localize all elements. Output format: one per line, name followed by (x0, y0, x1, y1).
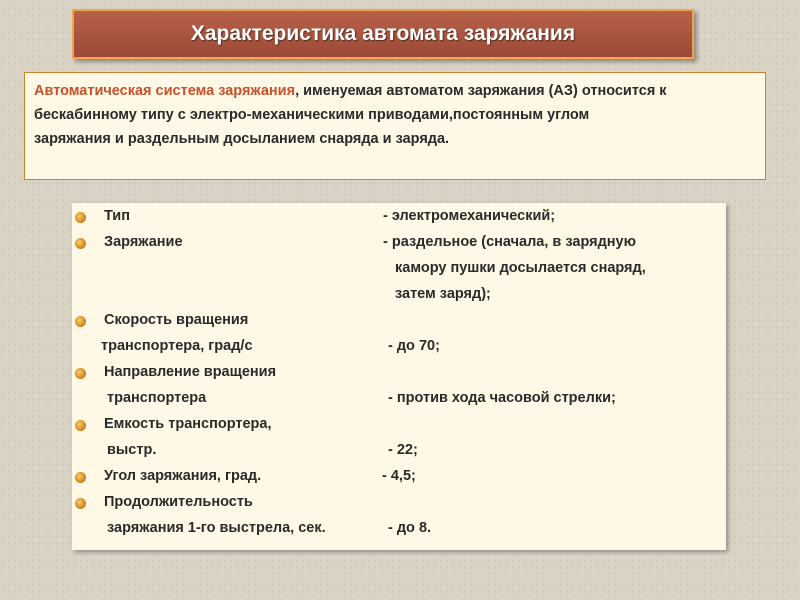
spec-value-rotation-direction: - против хода часовой стрелки; (388, 390, 616, 406)
intro-line-3: заряжания и раздельным досыланием снаряда и заряда. (34, 131, 450, 147)
spec-label-type: Тип (104, 208, 130, 224)
slide-title: Характеристика автомата заряжания (190, 22, 576, 45)
slide-title-bar (72, 9, 694, 59)
spec-label-duration: Продолжительность (104, 494, 253, 510)
intro-line-1 (34, 79, 757, 103)
intro-line-2: бескабинному типу с электро-механическими приводами,постоянным углом (34, 107, 590, 123)
specs-list-box (72, 203, 726, 550)
spec-label-rotation-speed: Скорость вращения (104, 312, 249, 328)
spec-label-rotation-speed-cont: транспортера, град/с (101, 338, 253, 354)
bullet-icon (75, 316, 86, 327)
spec-label-rotation-direction-cont: транспортера (107, 390, 207, 406)
spec-value-rotation-speed: - до 70; (388, 338, 440, 354)
intro-box (24, 72, 766, 180)
spec-value-loading-cont-2: затем заряд); (395, 286, 491, 302)
spec-value-loading: - раздельное (сначала, в зарядную (383, 234, 636, 250)
spec-value-capacity: - 22; (388, 442, 418, 458)
spec-label-duration-cont: заряжания 1-го выстрела, сек. (107, 520, 326, 536)
bullet-icon (75, 498, 86, 509)
intro-lead-term: Автоматическая система заряжания (34, 83, 296, 99)
bullet-icon (75, 472, 86, 483)
spec-value-duration: - до 8. (388, 520, 432, 536)
spec-label-loading: Заряжание (104, 234, 183, 250)
spec-label-rotation-direction: Направление вращения (104, 364, 277, 380)
bullet-icon (75, 420, 86, 431)
spec-value-loading-cont-1: камору пушки досылается снаряд, (395, 260, 646, 276)
spec-value-type: - электромеханический; (383, 208, 556, 224)
spec-label-capacity-cont: выстр. (107, 442, 157, 458)
spec-label-capacity: Емкость транспортера, (104, 416, 272, 432)
spec-label-loading-angle: Угол заряжания, град. (104, 468, 262, 484)
bullet-icon (75, 212, 86, 223)
intro-line-1-rest: , именуемая автоматом заряжания (АЗ) относится к (295, 83, 667, 99)
spec-value-loading-angle: - 4,5; (382, 468, 416, 484)
bullet-icon (75, 238, 86, 249)
bullet-icon (75, 368, 86, 379)
